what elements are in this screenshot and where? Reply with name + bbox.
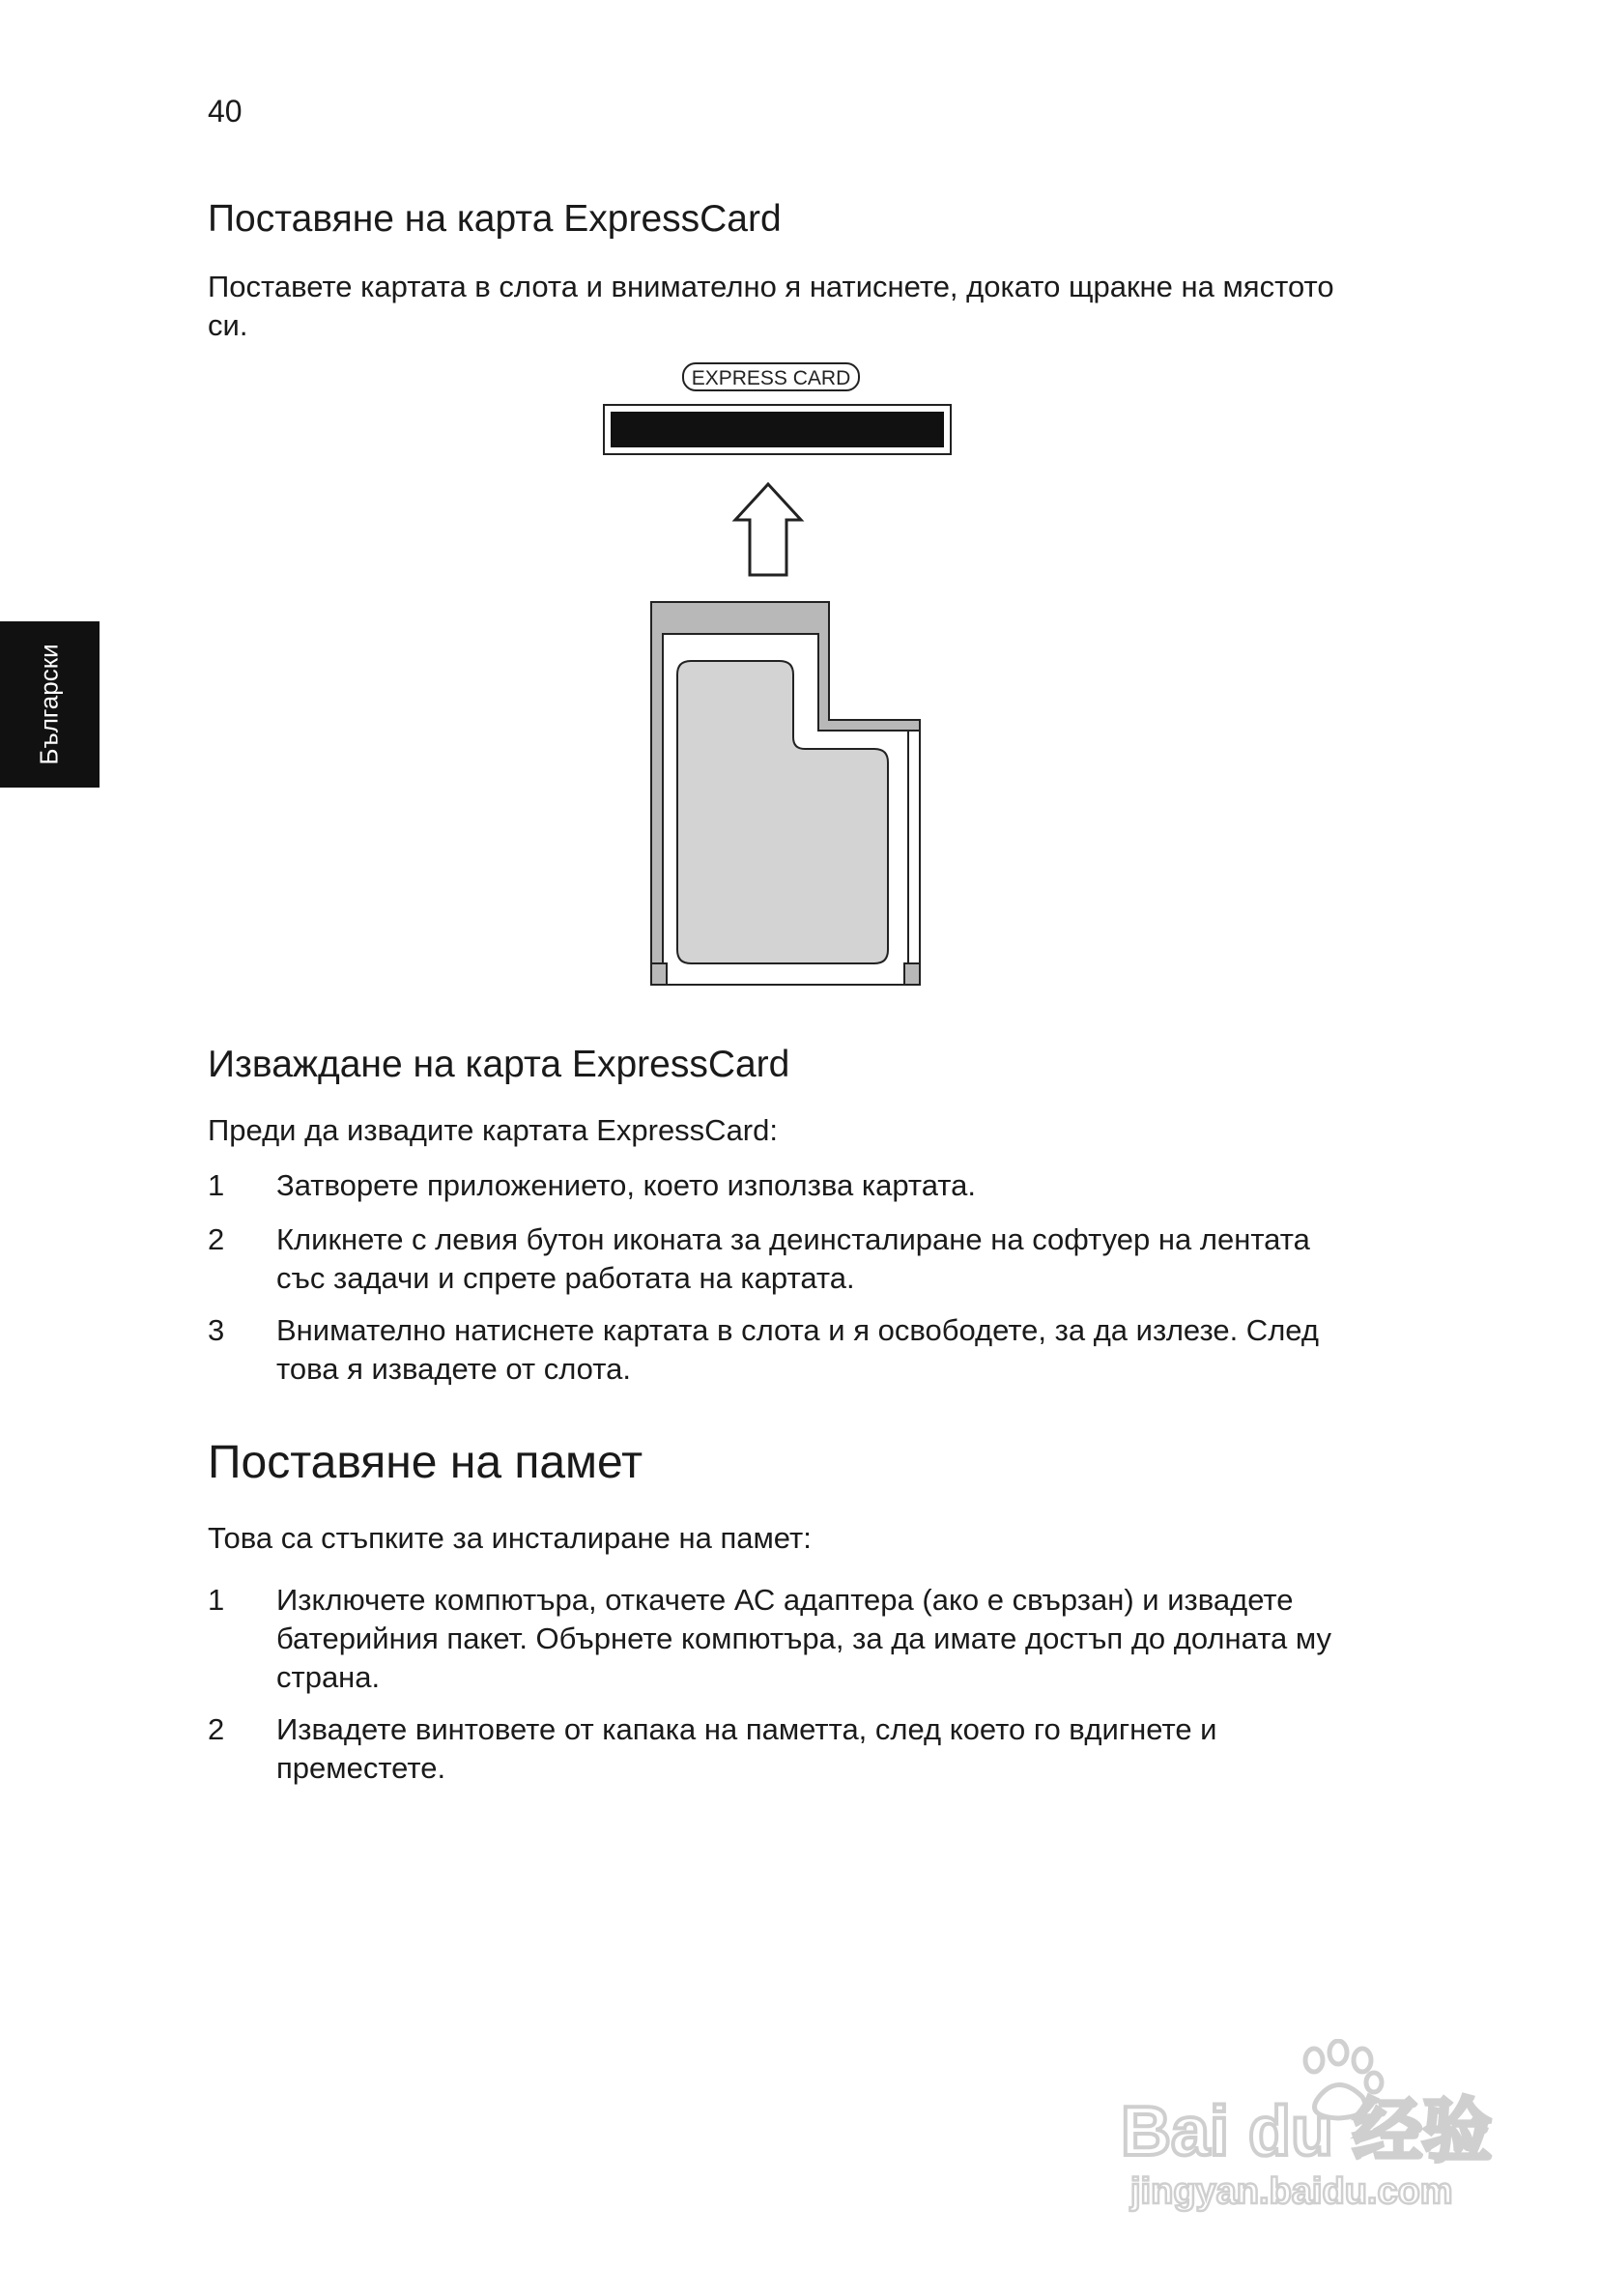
section-intro-eject-card: Преди да извадите картата ExpressCard: (208, 1113, 778, 1147)
language-side-tab-label: Български (34, 644, 64, 765)
express-card-slot-label: EXPRESS CARD (691, 367, 851, 389)
expresscard-insert-figure (580, 348, 986, 990)
baidu-watermark (1121, 2039, 1527, 2213)
step-text: Кликнете с левия бутон иконата за деинсталиране на софтуер на лентата със задачи и спрете работата на картата. (276, 1222, 1310, 1295)
step-number: 1 (208, 1168, 225, 1202)
language-side-tab (0, 621, 100, 788)
section-text-insert-card: Поставете картата в слота и внимателно я натиснете, докато щракне на мястото си. (208, 270, 1334, 342)
page-number: 40 (208, 94, 243, 129)
section-intro-memory: Това са стъпките за инсталиране на памет: (208, 1521, 812, 1555)
step-text: Затворете приложението, което използва картата. (276, 1168, 976, 1202)
step-text: Изключете компютъра, откачете АС адаптера (ако е свързан) и извадете батерийния пакет. Обърнете компютъра, за да имате достъп до долната му страна. (276, 1583, 1332, 1694)
step-text: Внимателно натиснете картата в слота и я освободете, за да излезе. След това я извадете от слота. (276, 1313, 1319, 1386)
step-number: 3 (208, 1313, 225, 1347)
section-title-eject-card: Изваждане на карта ExpressCard (208, 1044, 790, 1085)
watermark-url: jingyan.baidu.com (1130, 2171, 1453, 2212)
step-number: 2 (208, 1712, 225, 1746)
step-text: Извадете винтовете от капака на паметта, след което го вдигнете и преместете. (276, 1712, 1217, 1785)
section-title-insert-card: Поставяне на карта ExpressCard (208, 198, 782, 240)
step-number: 2 (208, 1222, 225, 1256)
step-number: 1 (208, 1583, 225, 1617)
arrow-up-icon (735, 484, 801, 575)
expresscard-icon (651, 602, 920, 985)
watermark-brand: Bai du 经验 (1121, 2093, 1493, 2170)
section-title-memory: Поставяне на памет (208, 1437, 643, 1488)
